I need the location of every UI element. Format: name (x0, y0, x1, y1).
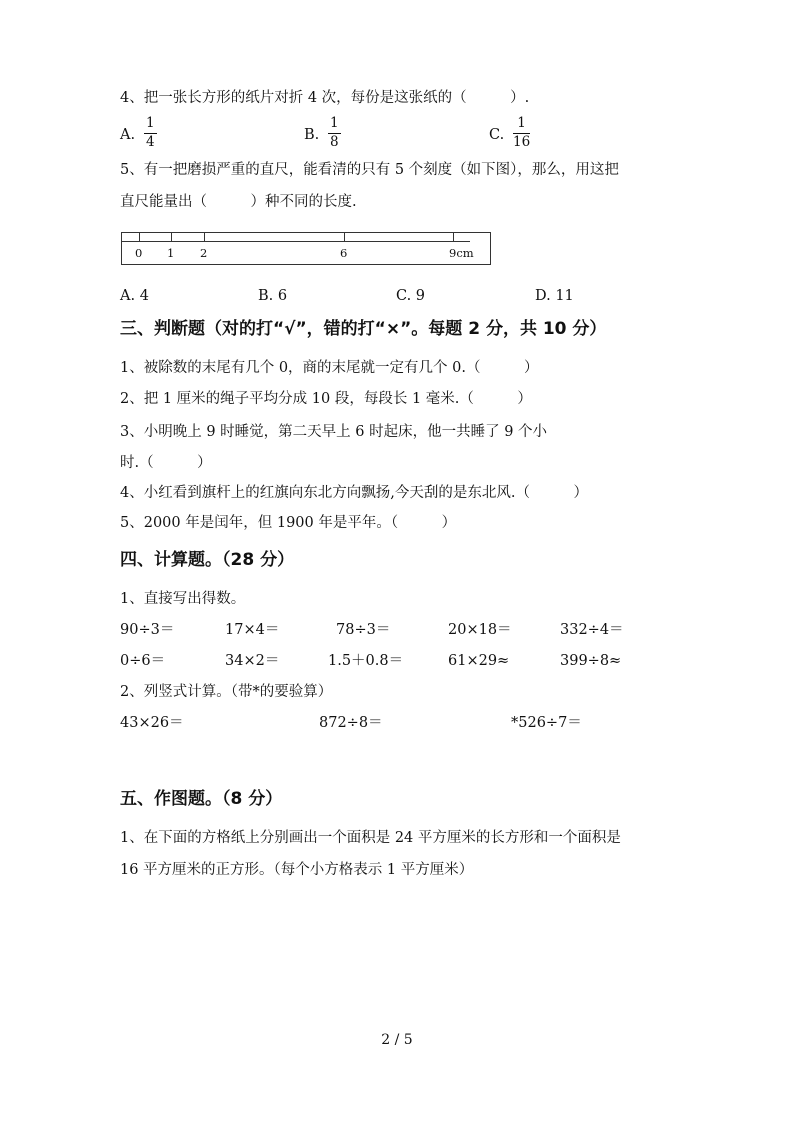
drawing-task-line1: 1、在下面的方格纸上分别画出一个面积是 24 平方厘米的长方形和一个面积是 (120, 830, 621, 846)
vertical-calc-expression: *526÷7＝ (511, 715, 582, 731)
fraction-denominator: 4 (146, 133, 155, 150)
q4-option-c-label: C. (489, 127, 505, 143)
vertical-calc-expression: 872÷8＝ (319, 715, 383, 731)
calc-subtitle-1: 1、直接写出得数。 (120, 591, 246, 607)
ruler-label: 1 (167, 246, 175, 260)
judge-item: 4、小红看到旗杆上的红旗向东北方向飘扬,今天刮的是东北风.（ ） (120, 485, 588, 501)
q5-option-b: B. 6 (258, 288, 288, 304)
judge-item: 3、小明晚上 9 时睡觉，第二天早上 6 时起床，他一共睡了 9 个小 (120, 424, 548, 440)
ruler-label: 2 (200, 246, 208, 260)
ruler-tick (204, 233, 205, 242)
fraction-numerator: 1 (330, 115, 339, 131)
q5-line2: 直尺能量出（ ）种不同的长度. (120, 194, 357, 210)
ruler-tick (453, 233, 454, 242)
ruler-label: 0 (135, 246, 143, 260)
ruler-tick (139, 233, 140, 242)
judge-item: 5、2000 年是闰年，但 1900 年是平年。（ ） (120, 515, 457, 531)
calc-subtitle-2: 2、列竖式计算。（带*的要验算） (120, 684, 333, 700)
judge-item-continued: 时.（ ） (120, 455, 212, 471)
q4-text: 4、把一张长方形的纸片对折 4 次，每份是这张纸的（ ）. (120, 90, 530, 106)
fraction-numerator: 1 (146, 115, 155, 131)
q5-option-a: A. 4 (120, 288, 149, 304)
q4-option-c-fraction (513, 117, 530, 149)
q4-option-a-fraction (144, 117, 157, 149)
calc-expression: 20×18＝ (448, 622, 512, 638)
drawing-task-line2: 16 平方厘米的正方形。（每个小方格表示 1 平方厘米） (120, 862, 474, 878)
calc-expression: 332÷4＝ (560, 622, 624, 638)
calc-expression: 34×2＝ (225, 653, 280, 669)
fraction-denominator: 16 (513, 133, 531, 150)
calc-expression: 90÷3＝ (120, 622, 175, 638)
ruler-baseline (122, 241, 470, 242)
ruler-tick (171, 233, 172, 242)
fraction-numerator: 1 (517, 115, 526, 131)
q5-option-d: D. 11 (535, 288, 574, 304)
calc-expression: 0÷6＝ (120, 653, 166, 669)
ruler-label: 9cm (449, 246, 474, 260)
ruler-figure (121, 232, 491, 265)
calc-expression: 61×29≈ (448, 653, 510, 669)
q5-line1: 5、有一把磨损严重的直尺，能看清的只有 5 个刻度（如下图），那么，用这把 (120, 162, 619, 178)
ruler-label: 6 (340, 246, 348, 260)
calc-expression: 17×4＝ (225, 622, 280, 638)
calc-expression: 399÷8≈ (560, 653, 622, 669)
q5-option-c: C. 9 (396, 288, 426, 304)
calc-expression: 1.5＋0.8＝ (328, 653, 404, 669)
ruler-tick (344, 233, 345, 242)
section-5-title: 五、作图题。（8 分） (120, 789, 283, 809)
q4-option-b-label: B. (304, 127, 320, 143)
q4-option-b-fraction (328, 117, 341, 149)
judge-item: 2、把 1 厘米的绳子平均分成 10 段，每段长 1 毫米.（ ） (120, 391, 532, 407)
section-3-title: 三、判断题（对的打“√”，错的打“×”。每题 2 分，共 10 分） (120, 319, 607, 339)
section-4-title: 四、计算题。（28 分） (120, 550, 295, 570)
judge-item: 1、被除数的末尾有几个 0，商的末尾就一定有几个 0.（ ） (120, 360, 539, 376)
vertical-calc-expression: 43×26＝ (120, 715, 184, 731)
calc-expression: 78÷3＝ (336, 622, 391, 638)
fraction-denominator: 8 (330, 133, 339, 150)
page-number: 2 / 5 (381, 1032, 413, 1048)
q4-option-a-label: A. (120, 127, 136, 143)
